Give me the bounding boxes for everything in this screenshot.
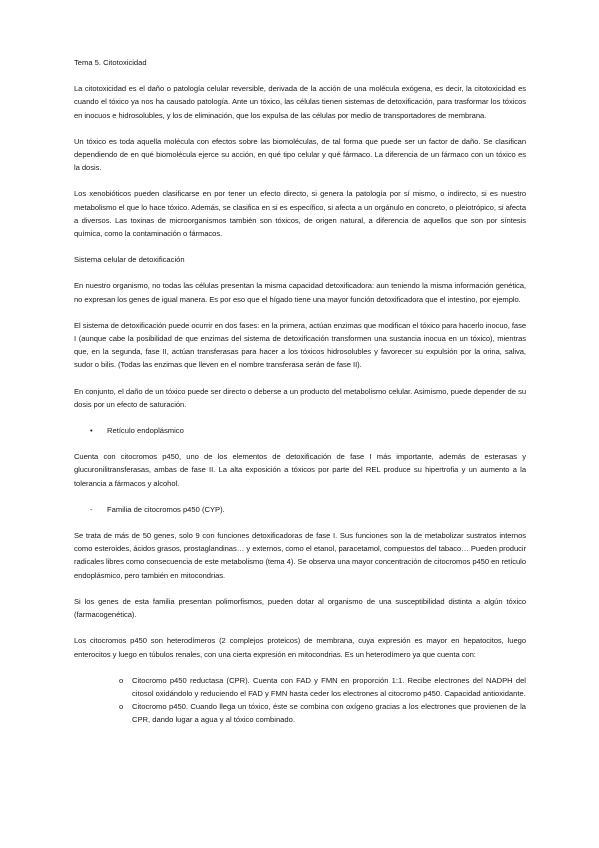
paragraph-dano-toxico: En conjunto, el daño de un tóxico puede ser directo o deberse a un producto del metabolismo celular. Asimismo, puede depender de su dosis por un efecto de saturación. — [74, 386, 526, 409]
sub-list-item-text: Citocromo p450 reductasa (CPR). Cuenta con FAD y FMN en proporción 1:1. Recibe electrones del NADPH del citosol oxidándolo y reduciendo el FAD y FMN hasta ceder los electrones al citocromo p450. Capacidad antioxidante. — [132, 675, 526, 698]
bullet-label: Familia de citocromos p450 (CYP). — [107, 504, 225, 514]
bullet-dot-icon: • — [90, 426, 93, 436]
circle-bullet-icon: o — [119, 675, 124, 685]
sub-list-item — [74, 700, 526, 726]
paragraph-fases-detoxificacion: El sistema de detoxificación puede ocurrir en dos fases: en la primera, actúan enzimas que modifican el tóxico para hacerlo inocuo, fase I (aunque cabe la posibilidad de que enzimas del sistema de detoxificación transformen una sustancia inocua en un tóxico), mientras que, en la segunda, fase II, actúan transferasas para hacer a los tóxicos hidrosolubles y favorecer su expulsión por la orina, saliva, sudor o bilis. (Todas las enzimas que lleven en el nombre transferasa serán de fase II). — [74, 320, 526, 370]
bullet-label: Retículo endoplásmico — [107, 426, 184, 436]
paragraph-polimorfismos: Si los genes de esta familia presentan polimorfismos, pueden dotar al organismo de una susceptibilidad distinta a algún tóxico (farmacogenética). — [74, 596, 526, 620]
paragraph-reticulo: Cuenta con citocromos p450, uno de los elementos de detoxificación de fase I más importante, además de esterasas y glucuronilitransferasas, ambas de fase II. La alta exposición a tóxicos por parte del REL produce su hipertrofia y un aumento a la tolerancia a fármacos y alcohol. — [74, 452, 526, 488]
section-heading: Sistema celular de detoxificación — [74, 255, 185, 265]
paragraph-xenobioticos: Los xenobióticos pueden clasificarse en por tener un efecto directo, si genera la patología por sí mismo, o indirecto, si es nuestro metabolismo el que lo hace tóxico. Además, se clasifica en si es específico, si afecta a un orgánulo en concreto, o pleiotrópico, si afecta a diversos. Las toxinas de microorganismos también son tóxicos, de origen natural, a diferencia de aquellos que son por síntesis química, como la contaminación o fármacos. — [74, 189, 526, 239]
dash-icon: - — [90, 504, 93, 514]
paragraph-heterodimeros: Los citocromos p450 son heterodímeros (2 complejos proteicos) de membrana, cuya expresión es mayor en hepatocitos, luego enterocitos y luego en túbulos renales, con una cierta expresión en mitocondrias. Es un heterodímero ya que cuenta con: — [74, 636, 526, 659]
paragraph-citotoxicidad-definicion: La citotoxicidad es el daño o patología celular reversible, derivada de la acción de una molécula exógena, es decir, la citotoxicidad es cuando el tóxico ya nos ha causado patología. Ante un tóxico, las células tienen sistemas de detoxificación, para trasformar los tóxicos en inocuos e hidrosolubles, y los de eliminación, que los expulsa de las células por medio de transportadores de membrana. — [74, 84, 526, 120]
paragraph-genes-cyp: Se trata de más de 50 genes, solo 9 con funciones detoxificadoras de fase I. Sus funciones son la de metabolizar sustratos internos como esteroides, ácidos grasos, prostaglandinas… y externos, como el etanol, paracetamol, compuestos del tabaco… Pueden producir radicales libres como consecuencia de este metabolismo (tema 4). Se observa una mayor concentración de citocromos p450 en retículo endoplásmico, pero también en mitocondrias. — [74, 531, 526, 580]
bullet-item-reticulo — [74, 424, 526, 437]
sub-list-item-text: Citocromo p450. Cuando llega un tóxico, éste se combina con oxígeno gracias a los electrones que provienen de la CPR, dando lugar a agua y al tóxico combinado. — [132, 702, 526, 725]
circle-bullet-icon: o — [119, 702, 124, 712]
sub-list-item — [74, 674, 526, 700]
paragraph-capacidad-detoxificadora: En nuestro organismo, no todas las células presentan la misma capacidad detoxificadora: aun teniendo la misma información genética, no expresan los genes de igual manera. Es por eso que el hígado tiene una mayor función detoxificadora que el intestino, por ejemplo. — [74, 281, 526, 304]
paragraph-toxico-definicion: Un tóxico es toda aquella molécula con efectos sobre las biomoléculas, de tal forma que puede ser un factor de daño. Se clasifican dependiendo de en qué biomolécula ejerce su acción, en qué tipo celular y qué fármaco. La diferencia de un fármaco con un tóxico es la dosis. — [74, 136, 526, 173]
document-body — [74, 56, 526, 727]
page-title: Tema 5. Citotoxicidad — [74, 58, 147, 67]
bullet-item-familia-cyp — [74, 503, 526, 516]
